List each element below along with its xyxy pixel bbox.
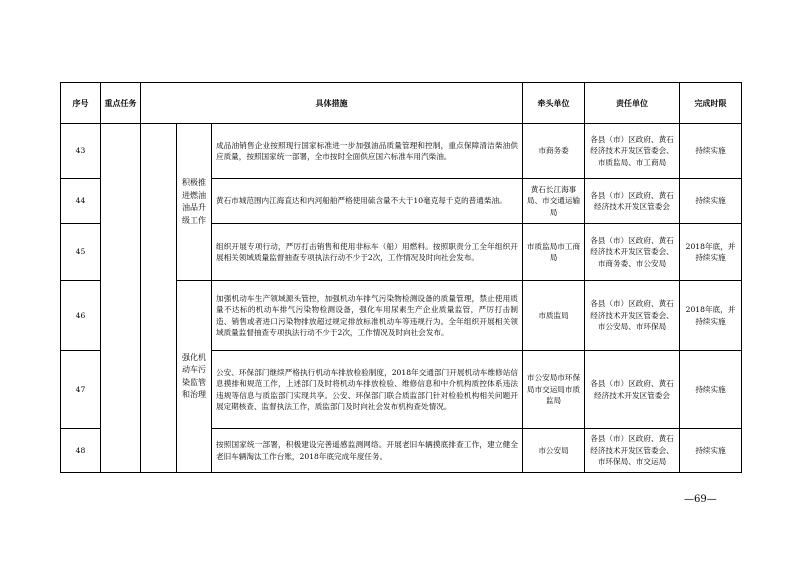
- measure-cell: 加强机动车生产领域源头管控，加强机动车排气污染物检测设备的质量管理，禁止使用质量不达标的机动车排气污染物检测设备，强化车用尿素生产企业质量监管，严厉打击制造、销售或者进口污染物排放超过规定排放标准机动车等违规行为。全年组织开展相关领域质量监督抽查专项执法行动不少于2次，工作情况及时向社会发布。: [212, 281, 523, 351]
- deadline-cell: 2018年底，并持续实施: [680, 281, 742, 351]
- lead-unit-cell: 市质监局: [523, 281, 585, 351]
- lead-unit-cell: 市商务委: [523, 124, 585, 179]
- deadline-cell: 持续实施: [680, 179, 742, 224]
- lead-unit-cell: 市质监局市工商局: [523, 224, 585, 281]
- deadline-cell: 持续实施: [680, 124, 742, 179]
- measures-table: [60, 82, 742, 473]
- header-row: [61, 83, 742, 124]
- key-task-cell: [101, 124, 141, 473]
- row-number: 44: [61, 179, 101, 224]
- row-number: 47: [61, 351, 101, 429]
- header-resp: 责任单位: [585, 83, 680, 124]
- page-number: —69—: [684, 494, 717, 505]
- row-number: 48: [61, 429, 101, 473]
- blank-cell: [141, 124, 177, 473]
- responsible-unit-cell: 各县（市）区政府、黄石经济技术开发区管委会、市环保局、市交运局: [585, 429, 680, 473]
- measure-cell: 黄石市城范围内江海直达和内河船舶严格使用硫含量不大于10毫克每千克的普通柴油。: [212, 179, 523, 224]
- responsible-unit-cell: 各县（市）区政府、黄石经济技术开发区管委会、市质监局、市工商局: [585, 124, 680, 179]
- responsible-unit-cell: 各县（市）区政府、黄石经济技术开发区管委会、市公安局、市环保局: [585, 281, 680, 351]
- deadline-cell: 持续实施: [680, 429, 742, 473]
- deadline-cell: 持续实施: [680, 351, 742, 429]
- responsible-unit-cell: 各县（市）区政府、黄石经济技术开发区管委会、市商务委、市公安局: [585, 224, 680, 281]
- measure-cell: 组织开展专项行动，严厉打击销售和使用非标车（船）用燃料。按照职责分工全年组织开展相关领域质量监督抽查专项执法行动不少于2次，工作情况及时向社会发布。: [212, 224, 523, 281]
- lead-unit-cell: 黄石长江海事局、市交通运输局: [523, 179, 585, 224]
- lead-unit-cell: 市公安局: [523, 429, 585, 473]
- measure-cell: 成品油销售企业按照现行国家标准进一步加强油品质量管理和控制，重点保障清洁柴油供应质量，按照国家统一部署，全市按时全面供应国六标准车用汽柴油。: [212, 124, 523, 179]
- deadline-cell: 2018年底，并持续实施: [680, 224, 742, 281]
- responsible-unit-cell: 各县（市）区政府、黄石经济技术开发区管委会: [585, 351, 680, 429]
- row-number: 46: [61, 281, 101, 351]
- category-cell: 强化机动车污染监管和治理: [177, 281, 212, 473]
- header-no: 序号: [61, 83, 101, 124]
- row-number: 45: [61, 224, 101, 281]
- header-lead: 牵头单位: [523, 83, 585, 124]
- row-number: 43: [61, 124, 101, 179]
- header-deadline: 完成时限: [680, 83, 742, 124]
- lead-unit-cell: 市公安局市环保局市交运局市质监局: [523, 351, 585, 429]
- header-measure: 具体措施: [141, 83, 523, 124]
- measure-cell: 按照国家统一部署，积极建设完善遥感监测网络。开展老旧车辆摸底排查工作，建立健全老旧车辆淘汰工作台账，2018年底完成年度任务。: [212, 429, 523, 473]
- measure-cell: 公安、环保部门继续严格执行机动车排放检验制度，2018年交通部门开展机动车维修站信息摸排和规范工作，上述部门及时将机动车排放检验、维修信息和中介机构质控体系违法违规等信息与质监部门实现共享。公安、环保部门联合质监部门针对检验机构相关问题开展定期核查、监督执法工作，质监部门及时向社会发布机构查处情况。: [212, 351, 523, 429]
- header-task: 重点任务: [101, 83, 141, 124]
- responsible-unit-cell: 各县（市）区政府、黄石经济技术开发区管委会: [585, 179, 680, 224]
- table-row: [61, 124, 742, 179]
- category-cell: 积极推进燃油油品升级工作: [177, 124, 212, 281]
